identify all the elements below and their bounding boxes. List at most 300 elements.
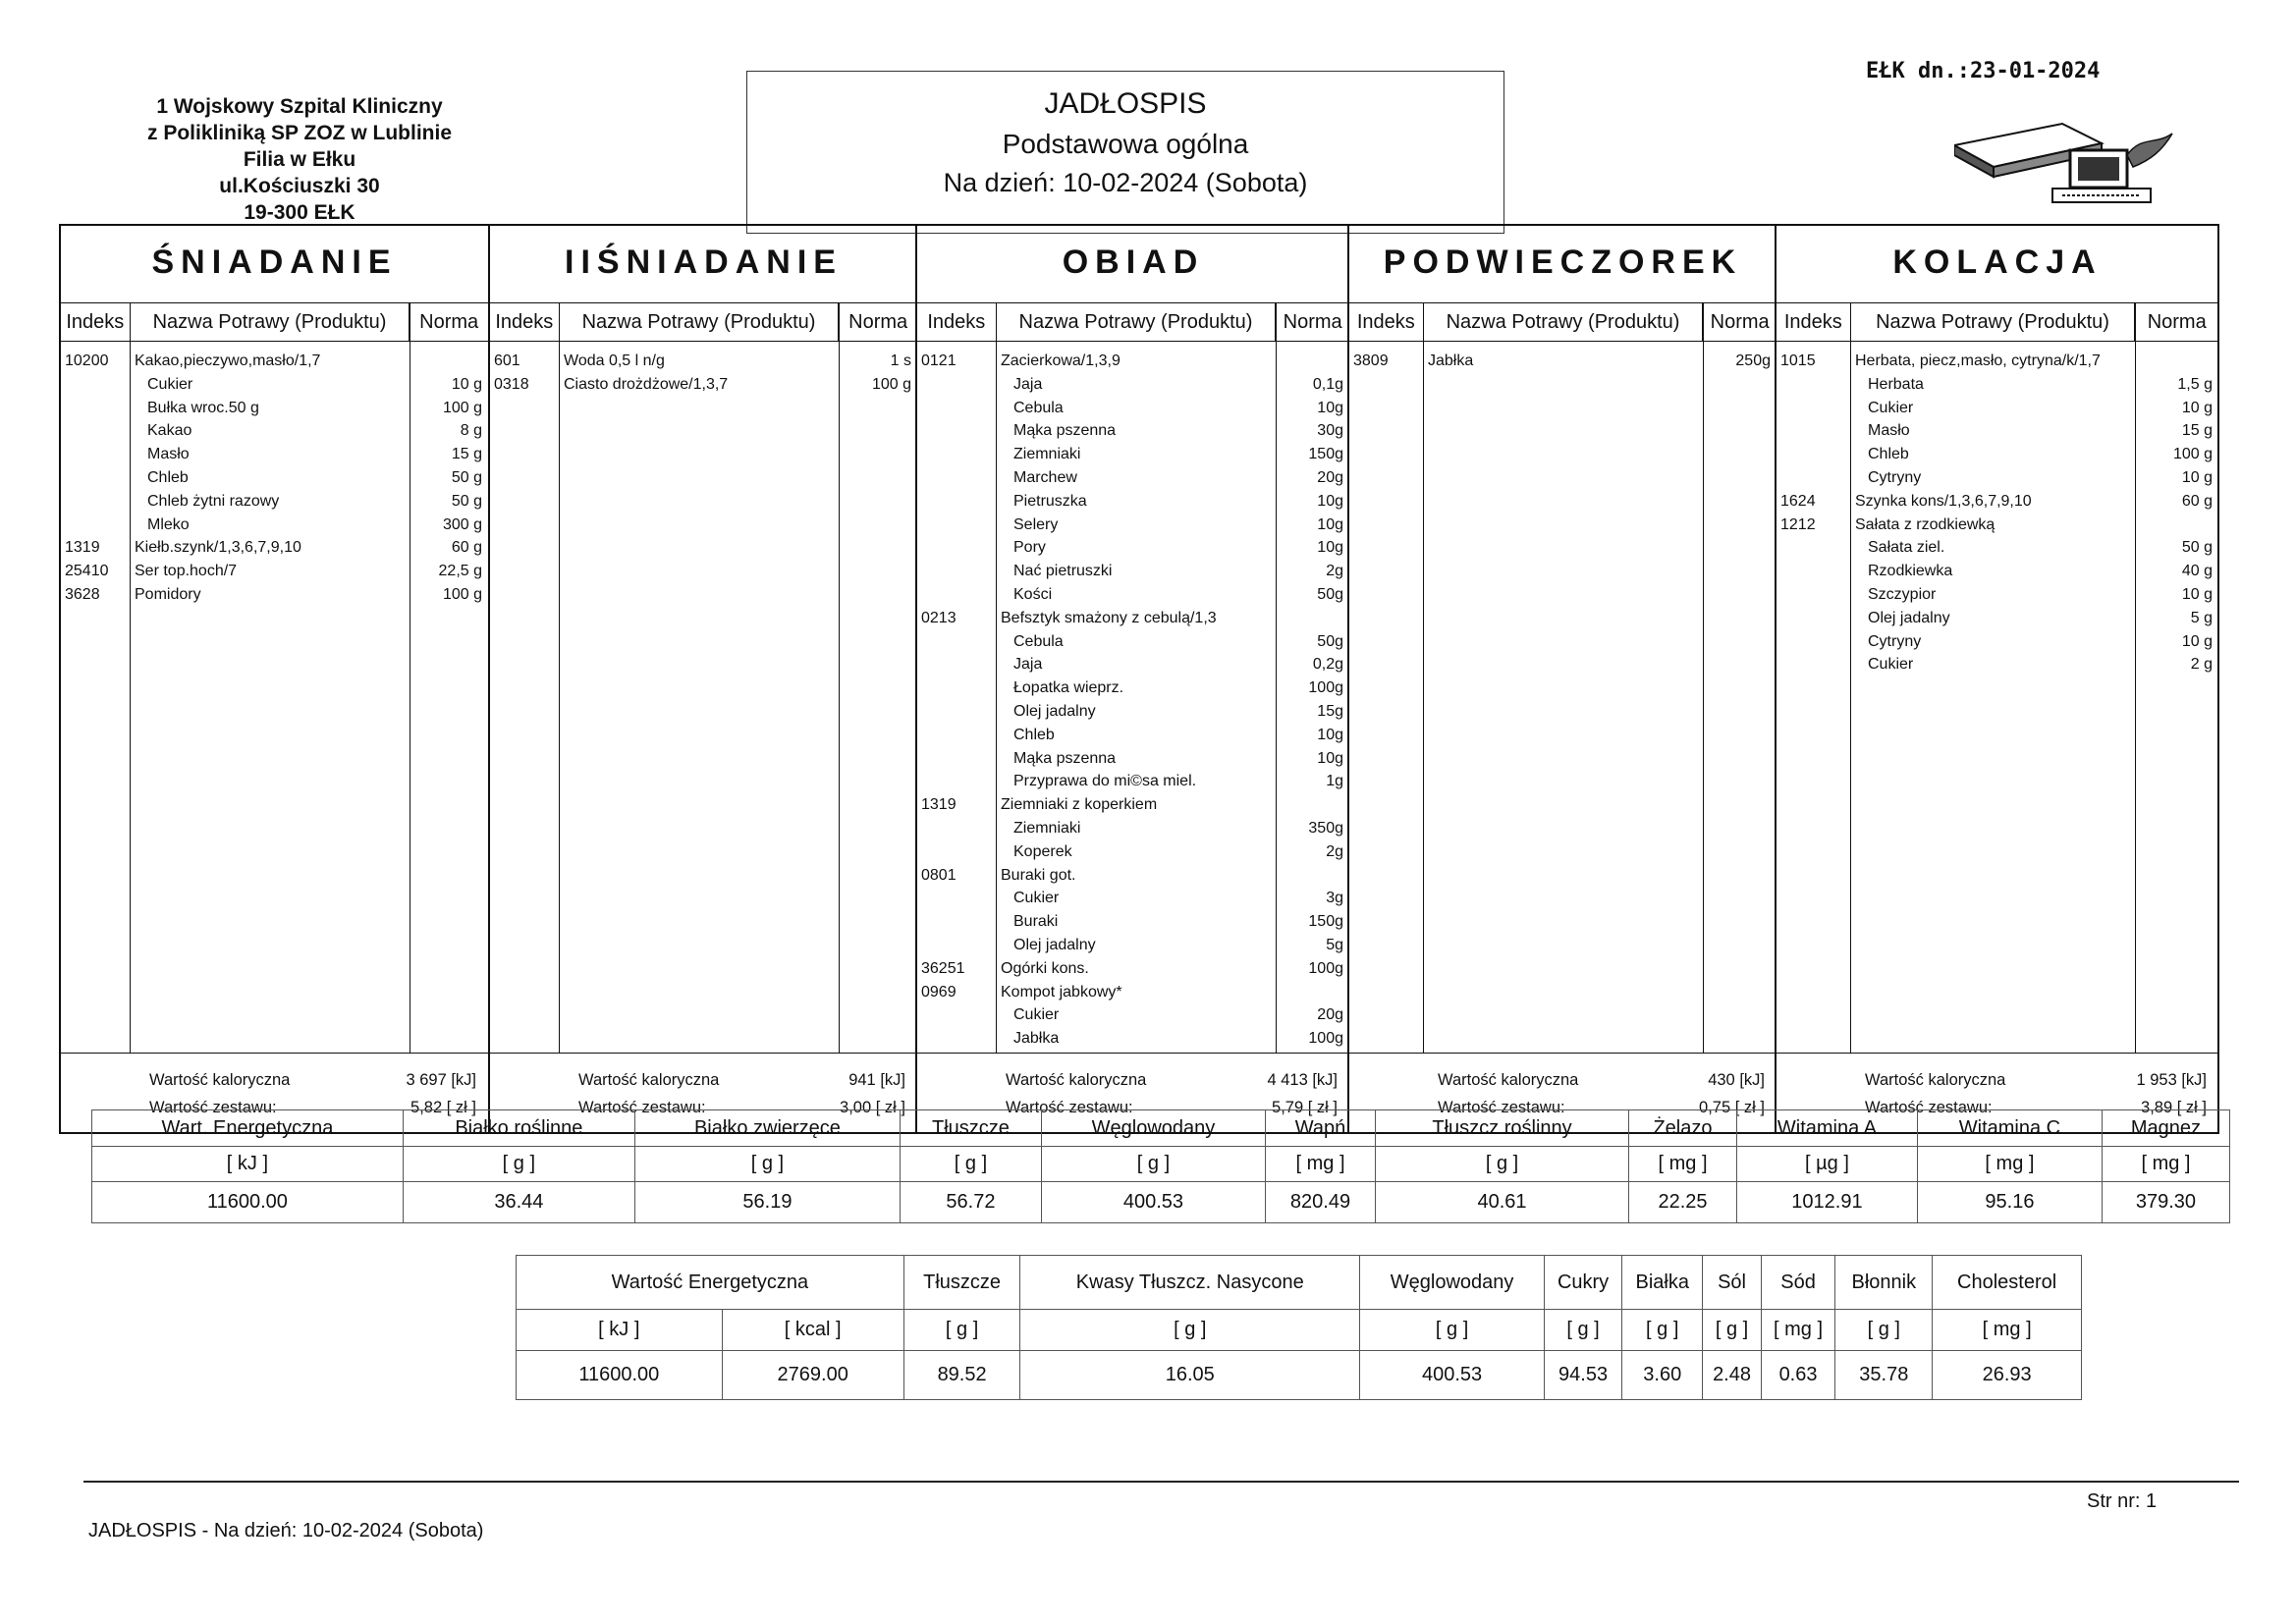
menu-item-row xyxy=(917,887,1349,910)
item-name: Zacierkowa/1,3,9 xyxy=(1001,352,1121,369)
nutrient-unit: [ g ] xyxy=(1041,1147,1265,1182)
item-index: 0121 xyxy=(921,352,957,369)
menu-item-row xyxy=(917,770,1349,793)
item-norm: 10g xyxy=(1317,492,1343,510)
nutrient-value: 22.25 xyxy=(1629,1182,1737,1223)
menu-item-row xyxy=(61,560,488,583)
calories-value: 430 [kJ] xyxy=(1708,1071,1765,1089)
calories-label: Wartość kaloryczna xyxy=(1006,1071,1147,1089)
header-index: Indeks xyxy=(917,303,997,341)
item-norm: 22,5 g xyxy=(438,563,482,580)
menu-item-row xyxy=(917,747,1349,771)
nutrient-name: Wapń xyxy=(1266,1110,1376,1147)
meal-title: KOLACJA xyxy=(1892,243,2103,281)
nutrient-unit: [ mg ] xyxy=(1629,1147,1737,1182)
nutrient-name: Tłuszcze xyxy=(903,1256,1020,1310)
item-name: Ziemniaki z koperkiem xyxy=(1001,796,1158,814)
nutrient-unit: [ mg ] xyxy=(1761,1310,1835,1351)
item-name: Cebula xyxy=(1013,399,1064,416)
nutrient-name: Białka xyxy=(1622,1256,1703,1310)
meal-items xyxy=(1349,350,1777,373)
menu-item-row xyxy=(917,724,1349,747)
item-norm: 2g xyxy=(1326,563,1343,580)
item-name: Przyprawa do mi©sa miel. xyxy=(1013,773,1197,790)
item-name: Cukier xyxy=(1013,1006,1060,1024)
cost-value: 3,00 [ zł ] xyxy=(840,1099,905,1116)
item-name: Kakao xyxy=(147,422,192,440)
nutrient-name: Witamina C xyxy=(1917,1110,2102,1147)
item-name: Szynka kons/1,3,6,7,9,10 xyxy=(1855,492,2032,510)
item-name: Buraki xyxy=(1013,913,1059,931)
item-name: Masło xyxy=(1868,422,1910,440)
item-index: 36251 xyxy=(921,959,965,977)
nutrient-value: 379.30 xyxy=(2102,1182,2229,1223)
nutrient-unit: [ g ] xyxy=(1020,1310,1360,1351)
nutrient-value: 35.78 xyxy=(1835,1351,1933,1400)
item-index: 0213 xyxy=(921,609,957,626)
item-norm: 1,5 g xyxy=(2177,375,2213,393)
item-name: Olej jadalny xyxy=(1868,609,1950,626)
nutrient-value: 820.49 xyxy=(1266,1182,1376,1223)
page-title: JADŁOSPIS xyxy=(1044,87,1207,120)
computer-with-book-icon xyxy=(1954,116,2180,204)
nutrient-name: Żelazo xyxy=(1629,1110,1737,1147)
nutrient-name: Sód xyxy=(1761,1256,1835,1310)
item-name: Jaja xyxy=(1013,375,1043,393)
menu-item-row xyxy=(917,957,1349,981)
energy-value: 2769.00 xyxy=(722,1351,903,1400)
menu-item-row xyxy=(917,1027,1349,1051)
meal-title: PODWIECZOREK xyxy=(1383,243,1743,281)
nutrient-value: 1012.91 xyxy=(1736,1182,1917,1223)
nutrient-unit: [ g ] xyxy=(1545,1310,1622,1351)
menu-item-row xyxy=(917,864,1349,888)
item-name: Pomidory xyxy=(135,585,201,603)
calories-label: Wartość kaloryczna xyxy=(149,1071,291,1089)
header-name: Nazwa Potrawy (Produktu) xyxy=(560,303,840,341)
menu-grid xyxy=(59,224,2219,1134)
cost-value: 5,79 [ zł ] xyxy=(1272,1099,1338,1116)
menu-item-row xyxy=(61,373,488,397)
item-name: Kakao,pieczywo,masło/1,7 xyxy=(135,352,321,369)
item-norm: 15g xyxy=(1317,702,1343,720)
item-name: Jabłka xyxy=(1013,1030,1060,1048)
meal-items xyxy=(490,350,917,397)
nutrient-name: Węglowodany xyxy=(1041,1110,1265,1147)
item-norm: 100 g xyxy=(442,399,482,416)
item-norm: 50 g xyxy=(2181,539,2213,557)
item-norm: 10g xyxy=(1317,399,1343,416)
nutrient-name: Tłuszcz roślinny xyxy=(1375,1110,1628,1147)
cost-label: Wartość zestawu: xyxy=(578,1099,706,1116)
document-date: EŁK dn.:23-01-2024 xyxy=(1866,59,2101,83)
item-index: 1624 xyxy=(1780,492,1816,510)
nutrient-unit: [ g ] xyxy=(903,1310,1020,1351)
item-name: Łopatka wieprz. xyxy=(1013,679,1124,697)
item-name: Chleb xyxy=(147,468,189,486)
nutrient-unit: [ g ] xyxy=(1360,1310,1545,1351)
cost-label: Wartość zestawu: xyxy=(1438,1099,1565,1116)
item-norm: 15 g xyxy=(451,446,482,463)
hospital-line: ul.Kościuszki 30 xyxy=(219,175,380,197)
nutrient-value: 11600.00 xyxy=(92,1182,404,1223)
menu-item-row xyxy=(61,419,488,443)
nutrient-name: Białko roślinne xyxy=(403,1110,634,1147)
header-index: Indeks xyxy=(1349,303,1424,341)
item-name: Cukier xyxy=(1868,399,1914,416)
cost-value: 3,89 [ zł ] xyxy=(2141,1099,2207,1116)
nutrient-value: 95.16 xyxy=(1917,1182,2102,1223)
hospital-line: Filia w Ełku xyxy=(243,148,356,171)
item-index: 0801 xyxy=(921,866,957,884)
item-norm: 8 g xyxy=(460,422,482,440)
item-name: Pietruszka xyxy=(1013,492,1087,510)
header-norm: Norma xyxy=(2147,310,2207,333)
meal-column xyxy=(61,226,488,1132)
page-subtitle: Podstawowa ogólna xyxy=(1002,129,1249,159)
meal-title: ŚNIADANIE xyxy=(151,243,398,281)
column-header xyxy=(1349,302,1777,342)
menu-item-row xyxy=(61,583,488,607)
menu-item-row xyxy=(1777,443,2218,466)
item-norm: 5g xyxy=(1326,936,1343,953)
item-name: Sałata ziel. xyxy=(1868,539,1945,557)
nutrient-unit: [ g ] xyxy=(901,1147,1042,1182)
header-index: Indeks xyxy=(1777,303,1851,341)
item-name: Cukier xyxy=(1013,890,1060,907)
item-norm: 0,1g xyxy=(1312,375,1343,393)
nutrient-name: Wart. Energetyczna xyxy=(92,1110,404,1147)
column-divider xyxy=(1423,302,1424,1053)
header-name: Nazwa Potrawy (Produktu) xyxy=(1851,303,2136,341)
menu-item-row xyxy=(1777,536,2218,560)
menu-item-row xyxy=(917,793,1349,817)
nutrient-name: Sól xyxy=(1703,1256,1761,1310)
nutrition-summary-table xyxy=(516,1255,2082,1400)
menu-item-row xyxy=(917,373,1349,397)
item-index: 601 xyxy=(494,352,520,369)
calories-label: Wartość kaloryczna xyxy=(578,1071,720,1089)
item-norm: 10g xyxy=(1317,726,1343,743)
item-norm: 60 g xyxy=(2181,492,2213,510)
calories-label: Wartość kaloryczna xyxy=(1865,1071,2006,1089)
hospital-line: 19-300 EŁK xyxy=(244,201,355,224)
nutrient-value: 36.44 xyxy=(403,1182,634,1223)
header-index: Indeks xyxy=(490,303,560,341)
header-index: Indeks xyxy=(61,303,131,341)
item-norm: 10g xyxy=(1317,539,1343,557)
cost-value: 5,82 [ zł ] xyxy=(410,1099,476,1116)
menu-item-row xyxy=(61,443,488,466)
header-name: Nazwa Potrawy (Produktu) xyxy=(997,303,1277,341)
item-name: Mąka pszenna xyxy=(1013,422,1117,440)
item-norm: 300 g xyxy=(442,515,482,533)
menu-item-row xyxy=(61,466,488,490)
item-index: 3628 xyxy=(65,585,100,603)
nutrient-unit: [ g ] xyxy=(1703,1310,1761,1351)
nutrient-unit: [ g ] xyxy=(403,1147,634,1182)
menu-item-row xyxy=(917,607,1349,630)
item-name: Cytryny xyxy=(1868,468,1922,486)
menu-item-row xyxy=(490,350,917,373)
item-name: Ziemniaki xyxy=(1013,446,1081,463)
menu-item-row xyxy=(917,397,1349,420)
column-header xyxy=(490,302,917,342)
item-name: Befsztyk smażony z cebulą/1,3 xyxy=(1001,609,1217,626)
energy-unit: [ kcal ] xyxy=(722,1310,903,1351)
nutrient-value: 89.52 xyxy=(903,1351,1020,1400)
item-name: Woda 0,5 l n/g xyxy=(564,352,665,369)
column-header xyxy=(61,302,488,342)
nutrient-name: Cukry xyxy=(1545,1256,1622,1310)
hospital-line: z Polikliniką SP ZOZ w Lublinie xyxy=(147,122,452,144)
menu-item-row xyxy=(917,560,1349,583)
menu-item-row xyxy=(917,1003,1349,1027)
item-name: Olej jadalny xyxy=(1013,936,1096,953)
item-name: Olej jadalny xyxy=(1013,702,1096,720)
column-header xyxy=(1777,302,2218,342)
item-norm: 150g xyxy=(1308,446,1343,463)
nutrient-name: Węglowodany xyxy=(1360,1256,1545,1310)
menu-item-row xyxy=(61,536,488,560)
item-index: 10200 xyxy=(65,352,109,369)
footer-divider xyxy=(83,1481,2239,1483)
item-name: Mąka pszenna xyxy=(1013,749,1117,767)
item-index: 1015 xyxy=(1780,352,1816,369)
item-name: Rzodkiewka xyxy=(1868,563,1953,580)
item-name: Bułka wroc.50 g xyxy=(147,399,259,416)
nutrient-name: Kwasy Tłuszcz. Nasycone xyxy=(1020,1256,1360,1310)
column-divider xyxy=(839,302,840,1053)
nutrient-value: 56.19 xyxy=(634,1182,900,1223)
column-header xyxy=(917,302,1349,342)
item-index: 0969 xyxy=(921,983,957,1001)
nutrient-value: 40.61 xyxy=(1375,1182,1628,1223)
menu-item-row xyxy=(1777,350,2218,373)
menu-item-row xyxy=(1777,583,2218,607)
calories-value: 1 953 [kJ] xyxy=(2136,1071,2207,1089)
item-norm: 20g xyxy=(1317,1006,1343,1024)
menu-item-row xyxy=(917,350,1349,373)
item-name: Buraki got. xyxy=(1001,866,1076,884)
item-name: Kości xyxy=(1013,585,1053,603)
nutrient-name: Błonnik xyxy=(1835,1256,1933,1310)
item-name: Ogórki kons. xyxy=(1001,959,1089,977)
cost-label: Wartość zestawu: xyxy=(1865,1099,1993,1116)
item-name: Selery xyxy=(1013,515,1059,533)
menu-item-row xyxy=(1777,653,2218,676)
nutrient-unit: [ kJ ] xyxy=(92,1147,404,1182)
nutrient-value: 2.48 xyxy=(1703,1351,1761,1400)
menu-item-row xyxy=(490,373,917,397)
item-name: Sałata z rzodkiewką xyxy=(1855,515,1995,533)
item-name: Cukier xyxy=(147,375,193,393)
item-name: Kiełb.szynk/1,3,6,7,9,10 xyxy=(135,539,301,557)
item-index: 25410 xyxy=(65,563,109,580)
hospital-line: 1 Wojskowy Szpital Kliniczny xyxy=(156,95,443,118)
nutrient-value: 26.93 xyxy=(1933,1351,2082,1400)
menu-item-row xyxy=(61,397,488,420)
nutrition-table xyxy=(91,1109,2230,1223)
item-index: 0318 xyxy=(494,375,529,393)
column-divider xyxy=(1703,302,1704,1053)
item-name: Herbata xyxy=(1868,375,1924,393)
nutrient-name: Cholesterol xyxy=(1933,1256,2082,1310)
meal-column xyxy=(915,226,1349,1132)
nutrient-unit: [ g ] xyxy=(634,1147,900,1182)
nutrient-value: 3.60 xyxy=(1622,1351,1703,1400)
menu-item-row xyxy=(917,630,1349,654)
menu-item-row xyxy=(917,840,1349,864)
menu-item-row xyxy=(917,419,1349,443)
item-norm: 15 g xyxy=(2181,422,2213,440)
item-name: Ciasto drożdżowe/1,3,7 xyxy=(564,375,729,393)
nutrient-value: 56.72 xyxy=(901,1182,1042,1223)
item-norm: 100g xyxy=(1308,679,1343,697)
menu-item-row xyxy=(1777,419,2218,443)
item-norm: 10 g xyxy=(2181,399,2213,416)
item-norm: 20g xyxy=(1317,468,1343,486)
meal-column xyxy=(1775,226,2218,1132)
nutrient-value: 94.53 xyxy=(1545,1351,1622,1400)
menu-item-row xyxy=(1777,560,2218,583)
menu-item-row xyxy=(1777,514,2218,537)
menu-item-row xyxy=(917,934,1349,957)
meal-items xyxy=(1777,350,2218,676)
nutrient-unit: [ mg ] xyxy=(2102,1147,2229,1182)
item-index: 1212 xyxy=(1780,515,1816,533)
item-name: Koperek xyxy=(1013,842,1072,860)
item-name: Szczypior xyxy=(1868,585,1937,603)
nutrient-unit: [ mg ] xyxy=(1917,1147,2102,1182)
item-name: Marchew xyxy=(1013,468,1077,486)
item-index: 1319 xyxy=(921,796,957,814)
item-norm: 3g xyxy=(1326,890,1343,907)
column-divider xyxy=(559,302,560,1053)
nutrient-name: Witamina A xyxy=(1736,1110,1917,1147)
item-norm: 50g xyxy=(1317,632,1343,650)
item-norm: 150g xyxy=(1308,913,1343,931)
item-norm: 2 g xyxy=(2190,656,2213,674)
energy-value: 11600.00 xyxy=(517,1351,723,1400)
menu-item-row xyxy=(917,490,1349,514)
menu-item-row xyxy=(917,466,1349,490)
menu-item-row xyxy=(917,676,1349,700)
item-name: Cebula xyxy=(1013,632,1064,650)
item-norm: 1g xyxy=(1326,773,1343,790)
item-name: Mleko xyxy=(147,515,190,533)
calories-label: Wartość kaloryczna xyxy=(1438,1071,1579,1089)
item-norm: 2g xyxy=(1326,842,1343,860)
item-norm: 250g xyxy=(1735,352,1771,369)
meal-items xyxy=(917,350,1349,1051)
item-norm: 100 g xyxy=(442,585,482,603)
menu-item-row xyxy=(917,700,1349,724)
meal-items xyxy=(61,350,488,607)
item-norm: 10 g xyxy=(2181,468,2213,486)
menu-item-row xyxy=(61,350,488,373)
item-name: Cytryny xyxy=(1868,632,1922,650)
item-name: Nać pietruszki xyxy=(1013,563,1113,580)
menu-item-row xyxy=(917,653,1349,676)
nutrient-name: Tłuszcze xyxy=(901,1110,1042,1147)
item-name: Ziemniaki xyxy=(1013,819,1081,837)
menu-item-row xyxy=(917,583,1349,607)
item-norm: 60 g xyxy=(451,539,482,557)
meal-column xyxy=(1347,226,1777,1132)
page-number: Str nr: 1 xyxy=(2087,1490,2158,1512)
energy-unit: [ kJ ] xyxy=(517,1310,723,1351)
menu-item-row xyxy=(917,910,1349,934)
menu-item-row xyxy=(917,536,1349,560)
energy-header: Wartość Energetyczna xyxy=(517,1256,904,1310)
menu-item-row xyxy=(917,981,1349,1004)
item-name: Jaja xyxy=(1013,656,1043,674)
meal-title: IIŚNIADANIE xyxy=(565,243,843,281)
meal-title: OBIAD xyxy=(1062,243,1205,281)
menu-item-row xyxy=(1349,350,1777,373)
nutrient-name: Białko zwierzęce xyxy=(634,1110,900,1147)
item-index: 1319 xyxy=(65,539,100,557)
item-name: Cukier xyxy=(1868,656,1914,674)
menu-date: Na dzień: 10-02-2024 (Sobota) xyxy=(943,168,1308,197)
item-norm: 0,2g xyxy=(1312,656,1343,674)
menu-item-row xyxy=(917,443,1349,466)
nutrient-unit: [ mg ] xyxy=(1933,1310,2082,1351)
nutrient-unit: [ g ] xyxy=(1622,1310,1703,1351)
cost-value: 0,75 [ zł ] xyxy=(1699,1099,1765,1116)
menu-item-row xyxy=(1777,490,2218,514)
item-norm: 100g xyxy=(1308,1030,1343,1048)
menu-item-row xyxy=(61,514,488,537)
calories-value: 941 [kJ] xyxy=(848,1071,905,1089)
item-norm: 10 g xyxy=(2181,632,2213,650)
item-name: Ser top.hoch/7 xyxy=(135,563,238,580)
nutrient-value: 16.05 xyxy=(1020,1351,1360,1400)
calories-value: 4 413 [kJ] xyxy=(1267,1071,1338,1089)
item-name: Chleb żytni razowy xyxy=(147,492,280,510)
menu-item-row xyxy=(1777,397,2218,420)
item-norm: 10g xyxy=(1317,749,1343,767)
nutrient-value: 400.53 xyxy=(1041,1182,1265,1223)
meal-column xyxy=(488,226,917,1132)
item-norm: 100 g xyxy=(871,375,911,393)
item-name: Chleb xyxy=(1013,726,1055,743)
menu-item-row xyxy=(1777,630,2218,654)
item-name: Jabłka xyxy=(1428,352,1474,369)
menu-item-row xyxy=(1777,466,2218,490)
nutrient-unit: [ g ] xyxy=(1835,1310,1933,1351)
hospital-address xyxy=(98,93,501,226)
title-box xyxy=(746,71,1504,234)
item-norm: 5 g xyxy=(2190,609,2213,626)
header-name: Nazwa Potrawy (Produktu) xyxy=(1424,303,1704,341)
item-norm: 350g xyxy=(1308,819,1343,837)
item-norm: 10 g xyxy=(2181,585,2213,603)
nutrient-value: 400.53 xyxy=(1360,1351,1545,1400)
item-norm: 10 g xyxy=(451,375,482,393)
item-norm: 100 g xyxy=(2172,446,2213,463)
footer-text: JADŁOSPIS - Na dzień: 10-02-2024 (Sobota) xyxy=(88,1520,484,1542)
item-norm: 30g xyxy=(1317,422,1343,440)
header-norm: Norma xyxy=(848,310,908,333)
item-norm: 50g xyxy=(1317,585,1343,603)
header-name: Nazwa Potrawy (Produktu) xyxy=(131,303,410,341)
item-name: Herbata, piecz,masło, cytryna/k/1,7 xyxy=(1855,352,2101,369)
calories-value: 3 697 [kJ] xyxy=(406,1071,476,1089)
cost-label: Wartość zestawu: xyxy=(1006,1099,1133,1116)
menu-item-row xyxy=(917,514,1349,537)
